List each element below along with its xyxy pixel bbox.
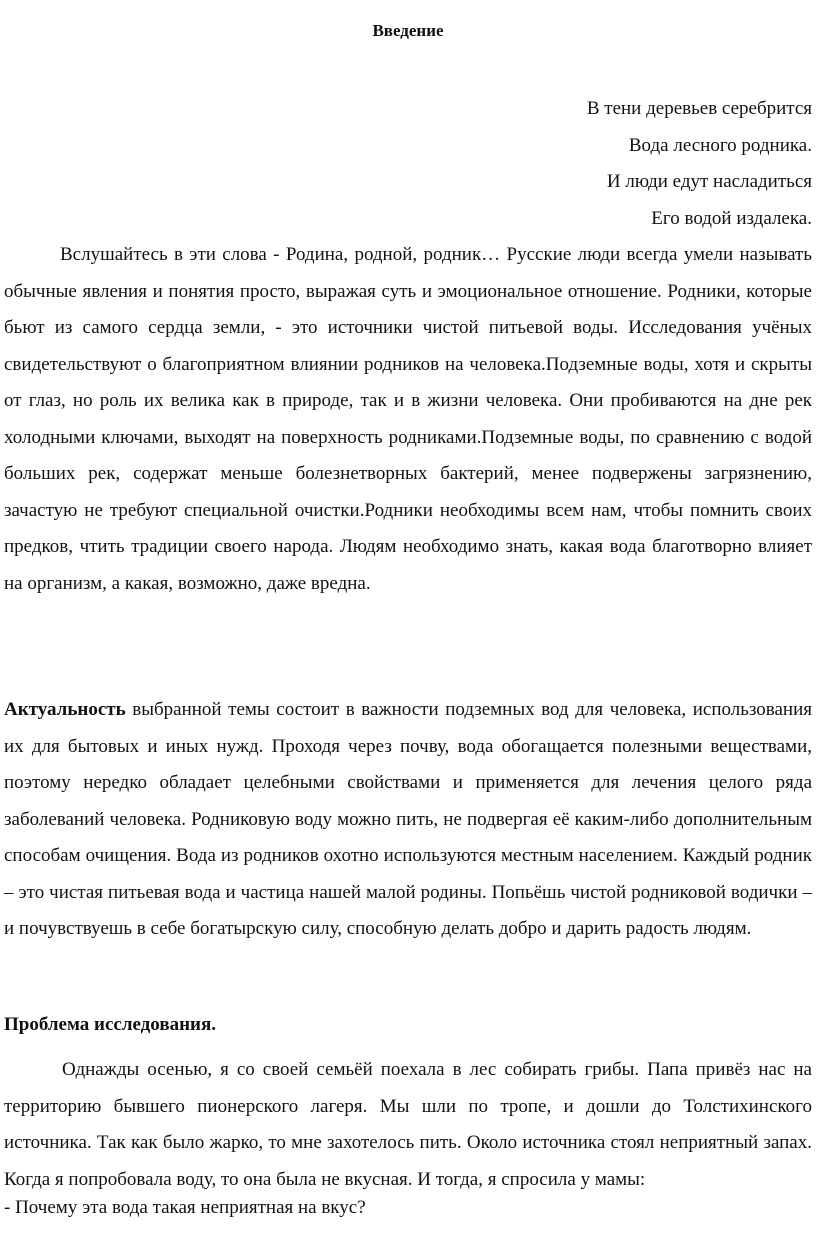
relevance-text-3: Вода из родников охотно используются местным населением. <box>171 845 678 866</box>
page-title: Введение <box>372 21 444 40</box>
intro-text-3: Родники необходимы всем нам, чтобы помнить своих предков, чтить традиции своего народа. <box>4 499 812 557</box>
intro-text-2: Подземные воды, по сравнению с водой больших рек, содержат меньше болезнетворных бактерий, менее подвержены загрязнению, зачастую не требуют специальной очистки. <box>4 426 812 521</box>
intro-text-4: Людям необходимо знать, какая вода благотворно влияет на организм, а какая, возможно, даже вредна. <box>4 536 812 594</box>
relevance-paragraph <box>4 692 812 948</box>
epigraph-poem <box>587 91 812 237</box>
relevance-text-4: Каждый родник – это чистая питьевая вода и частица нашей малой родины. Попьёшь чистой родниковой водички – и почувствуешь в себе богатырскую силу, способную делать добро и дарить радость людям. <box>4 845 812 939</box>
relevance-label: Актуальность <box>4 699 126 720</box>
poem-line: В тени деревьев серебрится <box>586 98 812 119</box>
dialog-line: - Почему эта вода такая неприятная на вкус? <box>4 1197 366 1218</box>
intro-text-1: Вслушайтесь в эти слова - Родина, родной, родник… Русские люди всегда умели называть обычные явления и понятия просто, выражая суть и эмоциональное отношение. Родники, которые бьют из самого сердца земли, - это источники чистой питьевой воды. Исследования учёных свидетельствуют о благоприятном влиянии родников на человека.Подземные воды, хотя и скрыты от глаз, но роль их велика как в природе, так и в жизни человека. Они пробиваются на дне рек холодными ключами, выходят на поверхность родниками. <box>4 244 812 448</box>
poem-line: И люди едут насладиться <box>606 171 812 192</box>
poem-line: Вода лесного родника. <box>628 134 812 156</box>
problem-paragraph: Однажды осенью, я со своей семьёй поехала в лес собирать грибы. Папа привёз нас на территорию бывшего пионерского лагеря. Мы шли по тропе, и дошли до Толстихинского источника. Так как было жарко, то мне захотелось пить. Около источника стоял неприятный запах. Когда я попробовала воду, то она была не вкусная. И тогда, я спросила у мамы: <box>4 1059 812 1190</box>
relevance-text-2: Родниковую воду можно пить, не подвергая её каким-либо дополнительным способам очищения. <box>4 808 812 866</box>
intro-paragraph <box>4 237 812 602</box>
poem-line: Его водой издалека. <box>651 207 812 229</box>
relevance-text-1: выбранной темы состоит в важности подземных вод для человека, использования их для бытовых и иных нужд. Проходя через почву, вода обогащается полезными веществами, поэтому нередко обладает целебными свойствами и применяется для лечения целого ряда заболеваний человека. <box>4 699 812 830</box>
problem-heading: Проблема исследования. <box>4 1014 217 1035</box>
